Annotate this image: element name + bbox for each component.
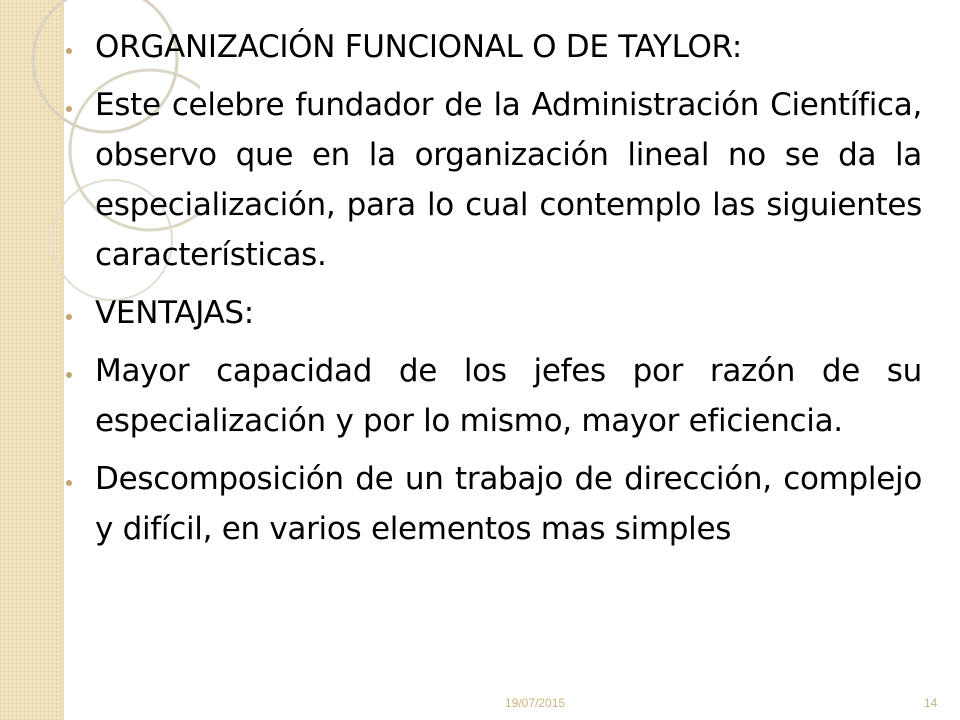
bullet-text: Mayor capacidad de los jefes por razón de su especialización y por lo mismo, mayor eficiencia.: [95, 353, 922, 439]
slide-content: [66, 22, 922, 554]
bullet-item-description: [66, 80, 922, 280]
bullet-dot: [66, 372, 72, 378]
footer-date: 19/07/2015: [505, 696, 566, 710]
bullet-item-ventajas: [66, 288, 922, 338]
bullet-item-advantage-1: [66, 346, 922, 446]
bullet-dot: [66, 314, 72, 320]
bullet-item-advantage-2: [66, 454, 922, 554]
bullet-dot: [66, 106, 72, 112]
bullet-text: ORGANIZACIÓN FUNCIONAL O DE TAYLOR:: [95, 29, 742, 65]
bullet-text: Este celebre fundador de la Administración Científica, observo que en la organización lineal no se da la especialización, para lo cual contemplo las siguientes características.: [95, 87, 922, 273]
bullet-text: VENTAJAS:: [95, 295, 254, 331]
footer-page-number: 14: [924, 696, 938, 710]
bullet-item-title: [66, 22, 922, 72]
bullet-dot: [66, 480, 72, 486]
bullet-dot: [66, 48, 72, 54]
bullet-text: Descomposición de un trabajo de dirección, complejo y difícil, en varios elementos mas simples: [95, 461, 922, 547]
